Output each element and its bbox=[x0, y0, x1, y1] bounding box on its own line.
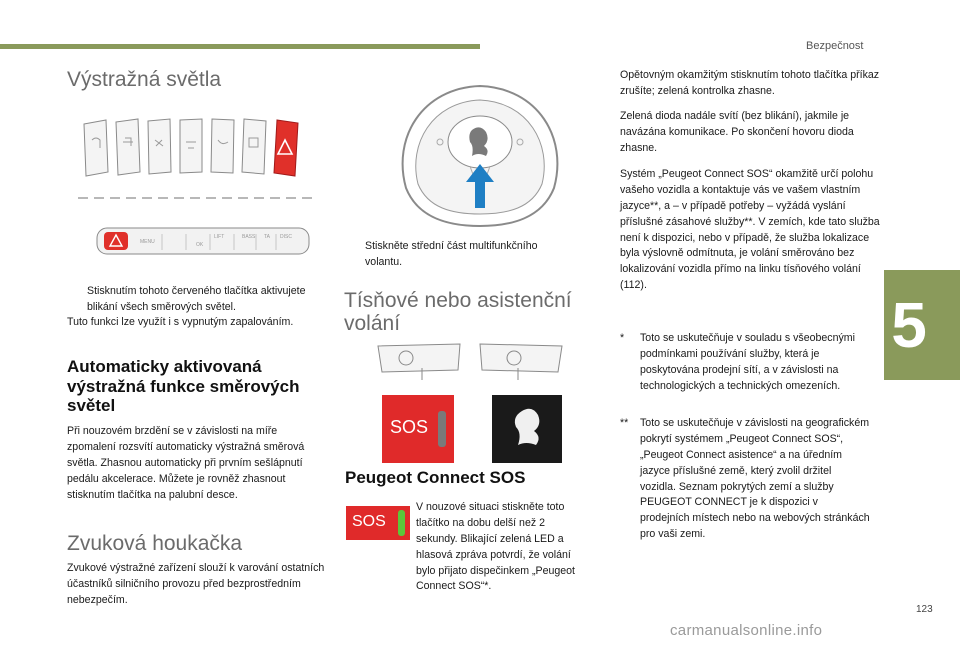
sos-button-image bbox=[382, 395, 454, 463]
horn-text: Zvukové výstražné zařízení slouží k varování ostatních účastníků silničního provozu před bezprostředním nebezpečím. bbox=[67, 562, 325, 606]
panel-label-disc: DISC bbox=[280, 234, 292, 240]
sos-button-label: SOS bbox=[390, 417, 429, 437]
panel-label-lift: LIFT bbox=[214, 234, 225, 240]
panel-label-ta: TA bbox=[264, 234, 271, 240]
footnote-1 bbox=[620, 331, 870, 395]
footnote-2-mark: ** bbox=[620, 417, 629, 429]
chapter-tab bbox=[884, 270, 960, 380]
header-accent-bar bbox=[0, 44, 480, 49]
bullet-warning: Stisknutím tohoto červeného tlačítka aktivujete blikání všech směrových světel. bbox=[87, 285, 306, 313]
panel-label-bass: BASS bbox=[242, 234, 256, 240]
connect-sos-label: SOS bbox=[352, 513, 386, 530]
connect-sos-text: V nouzové situaci stiskněte toto tlačítko na dobu delší než 2 sekundy. Blikající zelená LED a hlasová zpráva potvrdí, že volání bylo přijato dispečinkem „Peugeot Connect SOS“*. bbox=[416, 501, 575, 593]
right-paragraph-1: Opětovným okamžitým stisknutím tohoto tlačítka příkaz zrušíte; zelená kontrolka zhasne. bbox=[620, 69, 880, 97]
title-auto-hazard: Automaticky aktivovaná výstražná funkce směrových světel bbox=[67, 357, 300, 416]
title-horn: Zvuková houkačka bbox=[67, 532, 243, 555]
warning-text: Tuto funkci lze využít i s vypnutým zapalováním. bbox=[67, 316, 294, 328]
roof-console-figure bbox=[372, 340, 568, 382]
radio-panel-figure bbox=[96, 224, 310, 258]
footnote-2-text: Toto se uskutečňuje v závislosti na geografickém pokrytí systémem „Peugeot Connect SOS“, „Peugeot Connect asistence“ a na úředním jazyce příslušné země, který zvolil držitel vozidla. Seznam pokrytých zemí a služby PEUGEOT CONNECT je k dispozici v prodejních místech nebo na webových stránkách pro vaši zemi. bbox=[640, 417, 870, 541]
connect-sos-button-image bbox=[346, 506, 410, 540]
sos-led-indicator bbox=[438, 411, 446, 447]
panel-label-menu: MENU bbox=[140, 239, 155, 245]
footnote-2 bbox=[620, 416, 870, 543]
chapter-number: 5 bbox=[891, 289, 927, 361]
hazard-switch-row-figure bbox=[78, 110, 328, 202]
steering-wheel-figure bbox=[382, 68, 578, 228]
panel-label-ok: OK bbox=[196, 242, 204, 248]
footnote-1-mark: * bbox=[620, 332, 625, 344]
auto-hazard-text: Při nouzovém brzdění se v závislosti na míře zpomalení rozsvítí automaticky výstražná směrová světla. Zhasnou automaticky při prvním sešlápnutí pedálu akcelerace. Můžete je rovněž zhasnout stisknutím tlačítka na palubní desce. bbox=[67, 425, 305, 501]
connect-sos-green-led bbox=[398, 510, 405, 536]
page-number: 123 bbox=[916, 604, 933, 615]
section-label: Bezpečnost bbox=[806, 40, 864, 52]
title-warning-lights: Výstražná světla bbox=[67, 68, 222, 91]
watermark: carmanualsonline.info bbox=[670, 622, 823, 639]
right-paragraph-2: Zelená dioda nadále svítí (bez blikání), jakmile je navázána komunikace. Po skončení hovoru dioda zhasne. bbox=[620, 110, 854, 154]
footnote-1-text: Toto se uskutečňuje v souladu s všeobecnými podmínkami používání služby, která je poskytována prodejní sítí, a v závislosti na technologických a technických omezeních. bbox=[640, 332, 855, 392]
title-connect-sos: Peugeot Connect SOS bbox=[345, 468, 526, 487]
bullet-horn: Stiskněte střední část multifunkčního volantu. bbox=[365, 240, 538, 268]
right-paragraph-3: Systém „Peugeot Connect SOS“ okamžitě určí polohu vašeho vozidla a kontaktuje vás ve vašem vlastním jazyce**, a – v případě potřeby – vyžádá vyslání příslušné zásahové služby**. V zemích, kde tato služba není k dispozici, nebo v případě, že služba lokalizace byla výslovně odmítnuta, je volání směrováno bez lokalizování vozidla přímo na linku tísňového volání (112). bbox=[620, 168, 880, 292]
peugeot-assistance-button-image bbox=[492, 395, 562, 463]
title-sos: Tísňové nebo asistenční volání bbox=[344, 289, 572, 336]
